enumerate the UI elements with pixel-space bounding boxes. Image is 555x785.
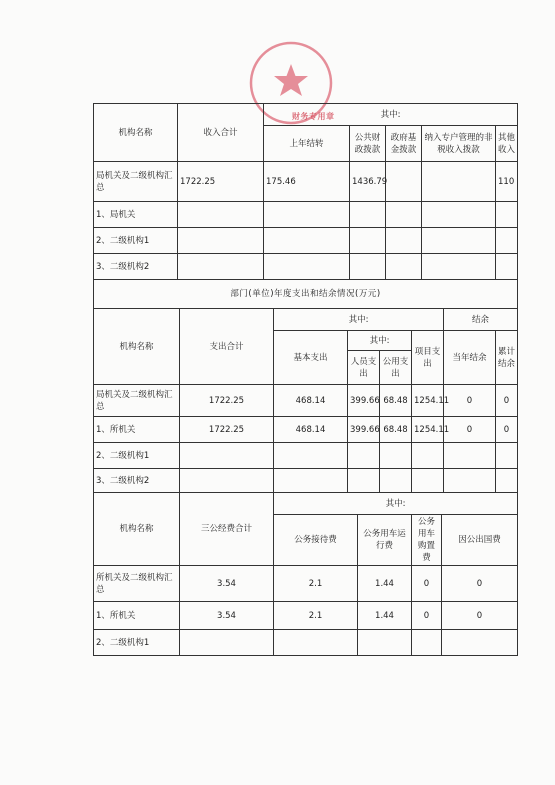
org-name: 2、二级机构1 <box>94 228 178 254</box>
income-other <box>496 228 518 254</box>
table-row <box>94 228 518 254</box>
expense-total: 1722.25 <box>180 385 274 417</box>
org-name: 1、所机关 <box>94 417 180 443</box>
income-carry <box>264 202 350 228</box>
expense-project: 1254.11 <box>412 417 444 443</box>
expense-public <box>380 443 412 469</box>
income-header-org: 机构名称 <box>94 104 178 162</box>
expense-header-org: 机构名称 <box>94 309 180 385</box>
three-reception: 2.1 <box>274 602 358 630</box>
expense-total <box>180 443 274 469</box>
three-header-total: 三公经费合计 <box>180 493 274 566</box>
three-vehicle-run <box>358 630 412 656</box>
org-name: 1、局机关 <box>94 202 178 228</box>
income-gov-fund <box>386 202 422 228</box>
income-header-special: 纳入专户管理的非税收入拨款 <box>422 126 496 162</box>
expense-header-cum-balance: 累计结余 <box>496 331 518 385</box>
org-name: 局机关及二级机构汇总 <box>94 385 180 417</box>
expense-personnel: 399.66 <box>348 417 380 443</box>
income-total: 1722.25 <box>178 162 264 202</box>
expense-header-project: 项目支出 <box>412 331 444 385</box>
income-public: 1436.79 <box>350 162 386 202</box>
income-header-of-which: 其中: <box>264 104 518 126</box>
expense-cum-balance: 0 <box>496 417 518 443</box>
three-vehicle-buy <box>412 630 442 656</box>
expense-header-of-which2: 其中: <box>348 331 412 351</box>
three-vehicle-run: 1.44 <box>358 566 412 602</box>
three-reception <box>274 630 358 656</box>
table-row <box>94 385 518 417</box>
three-header-of-which: 其中: <box>274 493 518 515</box>
expense-public: 68.48 <box>380 385 412 417</box>
income-total <box>178 202 264 228</box>
seal-label: 财务专用章 <box>292 112 335 121</box>
three-header-org: 机构名称 <box>94 493 180 566</box>
three-header-vehicle-buy: 公务用车购置费 <box>412 515 442 566</box>
three-vehicle-run: 1.44 <box>358 602 412 630</box>
table-row <box>94 630 518 656</box>
income-public <box>350 254 386 280</box>
income-special <box>422 228 496 254</box>
three-abroad: 0 <box>442 566 518 602</box>
expense-year-balance: 0 <box>444 385 496 417</box>
income-gov-fund <box>386 254 422 280</box>
expense-basic <box>274 469 348 493</box>
expense-year-balance <box>444 469 496 493</box>
expense-year-balance: 0 <box>444 417 496 443</box>
finance-report <box>93 103 517 656</box>
three-reception: 2.1 <box>274 566 358 602</box>
three-vehicle-buy: 0 <box>412 566 442 602</box>
expense-year-balance <box>444 443 496 469</box>
table-row <box>94 469 518 493</box>
expense-project <box>412 443 444 469</box>
org-name: 局机关及二级机构汇总 <box>94 162 178 202</box>
table-row <box>94 602 518 630</box>
three-total <box>180 630 274 656</box>
org-name: 3、二级机构2 <box>94 254 178 280</box>
expense-cum-balance <box>496 443 518 469</box>
org-name: 2、二级机构1 <box>94 443 180 469</box>
three-header-abroad: 因公出国费 <box>442 515 518 566</box>
income-header-gov-fund: 政府基金拨款 <box>386 126 422 162</box>
expense-header-of-which: 其中: <box>274 309 444 331</box>
org-name: 3、二级机构2 <box>94 469 180 493</box>
expense-header-total: 支出合计 <box>180 309 274 385</box>
table-row <box>94 417 518 443</box>
expense-public <box>380 469 412 493</box>
expense-personnel: 399.66 <box>348 385 380 417</box>
income-gov-fund <box>386 228 422 254</box>
income-public <box>350 228 386 254</box>
expense-header-public: 公用支出 <box>380 351 412 385</box>
expense-header-year-balance: 当年结余 <box>444 331 496 385</box>
three-abroad <box>442 630 518 656</box>
income-other: 110 <box>496 162 518 202</box>
income-other <box>496 202 518 228</box>
table-row <box>94 443 518 469</box>
three-expenses-table <box>93 492 518 656</box>
expense-basic <box>274 443 348 469</box>
org-name: 2、二级机构1 <box>94 630 180 656</box>
expense-basic: 468.14 <box>274 417 348 443</box>
income-total <box>178 228 264 254</box>
three-header-reception: 公务接待费 <box>274 515 358 566</box>
expense-total: 1722.25 <box>180 417 274 443</box>
expense-project <box>412 469 444 493</box>
expense-header-basic: 基本支出 <box>274 331 348 385</box>
income-header-carry: 上年结转 <box>264 126 350 162</box>
expense-header-balance: 结余 <box>444 309 518 331</box>
income-carry <box>264 254 350 280</box>
table-row <box>94 566 518 602</box>
expense-cum-balance: 0 <box>496 385 518 417</box>
expense-cum-balance <box>496 469 518 493</box>
expense-project: 1254.11 <box>412 385 444 417</box>
org-name: 所机关及二级机构汇总 <box>94 566 180 602</box>
income-special <box>422 254 496 280</box>
income-other <box>496 254 518 280</box>
income-carry: 175.46 <box>264 162 350 202</box>
three-vehicle-buy: 0 <box>412 602 442 630</box>
income-header-total: 收入合计 <box>178 104 264 162</box>
expense-personnel <box>348 469 380 493</box>
expense-public: 68.48 <box>380 417 412 443</box>
table-row <box>94 202 518 228</box>
income-total <box>178 254 264 280</box>
income-carry <box>264 228 350 254</box>
table-row <box>94 162 518 202</box>
table-row <box>94 254 518 280</box>
org-name: 1、所机关 <box>94 602 180 630</box>
income-special <box>422 202 496 228</box>
income-public <box>350 202 386 228</box>
expense-personnel <box>348 443 380 469</box>
income-header-public: 公共财政拨款 <box>350 126 386 162</box>
income-table <box>93 103 518 280</box>
expense-basic: 468.14 <box>274 385 348 417</box>
income-gov-fund <box>386 162 422 202</box>
expense-section-title: 部门(单位)年度支出和结余情况(万元) <box>94 280 518 309</box>
three-total: 3.54 <box>180 566 274 602</box>
three-total: 3.54 <box>180 602 274 630</box>
three-header-vehicle-run: 公务用车运行费 <box>358 515 412 566</box>
income-header-other: 其他收入 <box>496 126 518 162</box>
income-special <box>422 162 496 202</box>
three-abroad: 0 <box>442 602 518 630</box>
expense-total <box>180 469 274 493</box>
expense-table <box>93 279 518 493</box>
expense-header-personnel: 人员支出 <box>348 351 380 385</box>
